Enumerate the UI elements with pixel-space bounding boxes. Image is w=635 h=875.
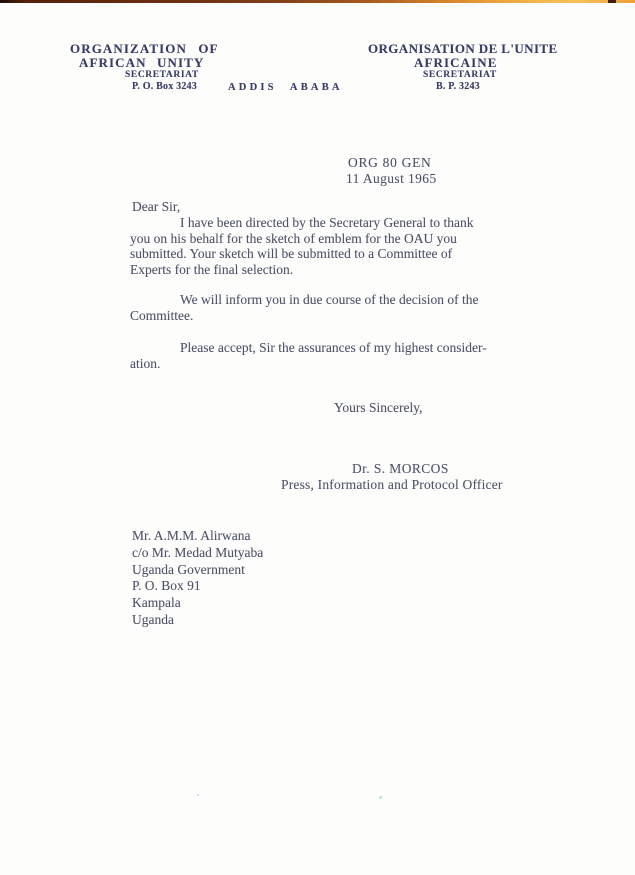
recipient-address-block	[132, 528, 263, 629]
recipient-po-box: P. O. Box 91	[132, 578, 201, 594]
scan-speck	[197, 794, 199, 796]
org-name-english-line1: ORGANIZATION OF	[70, 41, 219, 56]
recipient-org: Uganda Government	[132, 561, 245, 577]
paragraph-3	[130, 340, 487, 371]
letter-date: 11 August 1965	[346, 171, 437, 186]
recipient-name: Mr. A.M.M. Alirwana	[132, 528, 251, 543]
org-name-french-line1: ORGANISATION DE L'UNITE	[368, 41, 558, 56]
signatory-name: Dr. S. MORCOS	[352, 461, 449, 476]
scan-speck	[379, 796, 382, 799]
paragraph-2	[130, 292, 478, 323]
paragraph-line: I have been directed by the Secretary General to thank	[180, 215, 474, 230]
reference-number: ORG 80 GEN	[348, 155, 432, 170]
secretariat-english: SECRETARIAT	[125, 70, 199, 80]
paragraph-line: Committee.	[130, 307, 194, 323]
org-name-french-line2: AFRICAINE	[414, 55, 498, 70]
po-box-english: P. O. Box 3243	[132, 81, 197, 92]
paragraph-line: We will inform you in due course of the decision of the	[180, 292, 479, 307]
letterhead-city: ADDIS ABABA	[228, 82, 343, 93]
paragraph-line: submitted. Your sketch will be submitted to a Committee of	[130, 246, 453, 262]
paragraph-1	[130, 215, 474, 277]
scan-edge-strip	[0, 0, 635, 3]
po-box-french: B. P. 3243	[436, 81, 480, 92]
salutation: Dear Sir,	[132, 199, 181, 214]
paragraph-line: ation.	[130, 355, 161, 371]
valediction: Yours Sincerely,	[334, 400, 423, 415]
recipient-city: Kampala	[132, 595, 181, 611]
recipient-country: Uganda	[132, 611, 174, 627]
signatory-title: Press, Information and Protocol Officer	[281, 477, 503, 492]
org-name-english-line2: AFRICAN UNITY	[79, 55, 205, 70]
scan-edge-dark-spot	[608, 0, 616, 3]
paragraph-line: Please accept, Sir the assurances of my highest consider-	[180, 340, 487, 355]
paragraph-line: Experts for the final selection.	[130, 261, 294, 277]
secretariat-french: SECRETARIAT	[423, 70, 497, 80]
recipient-care-of: c/o Mr. Medad Mutyaba	[132, 544, 264, 560]
paragraph-line: you on his behalf for the sketch of emblem for the OAU you	[130, 230, 457, 246]
